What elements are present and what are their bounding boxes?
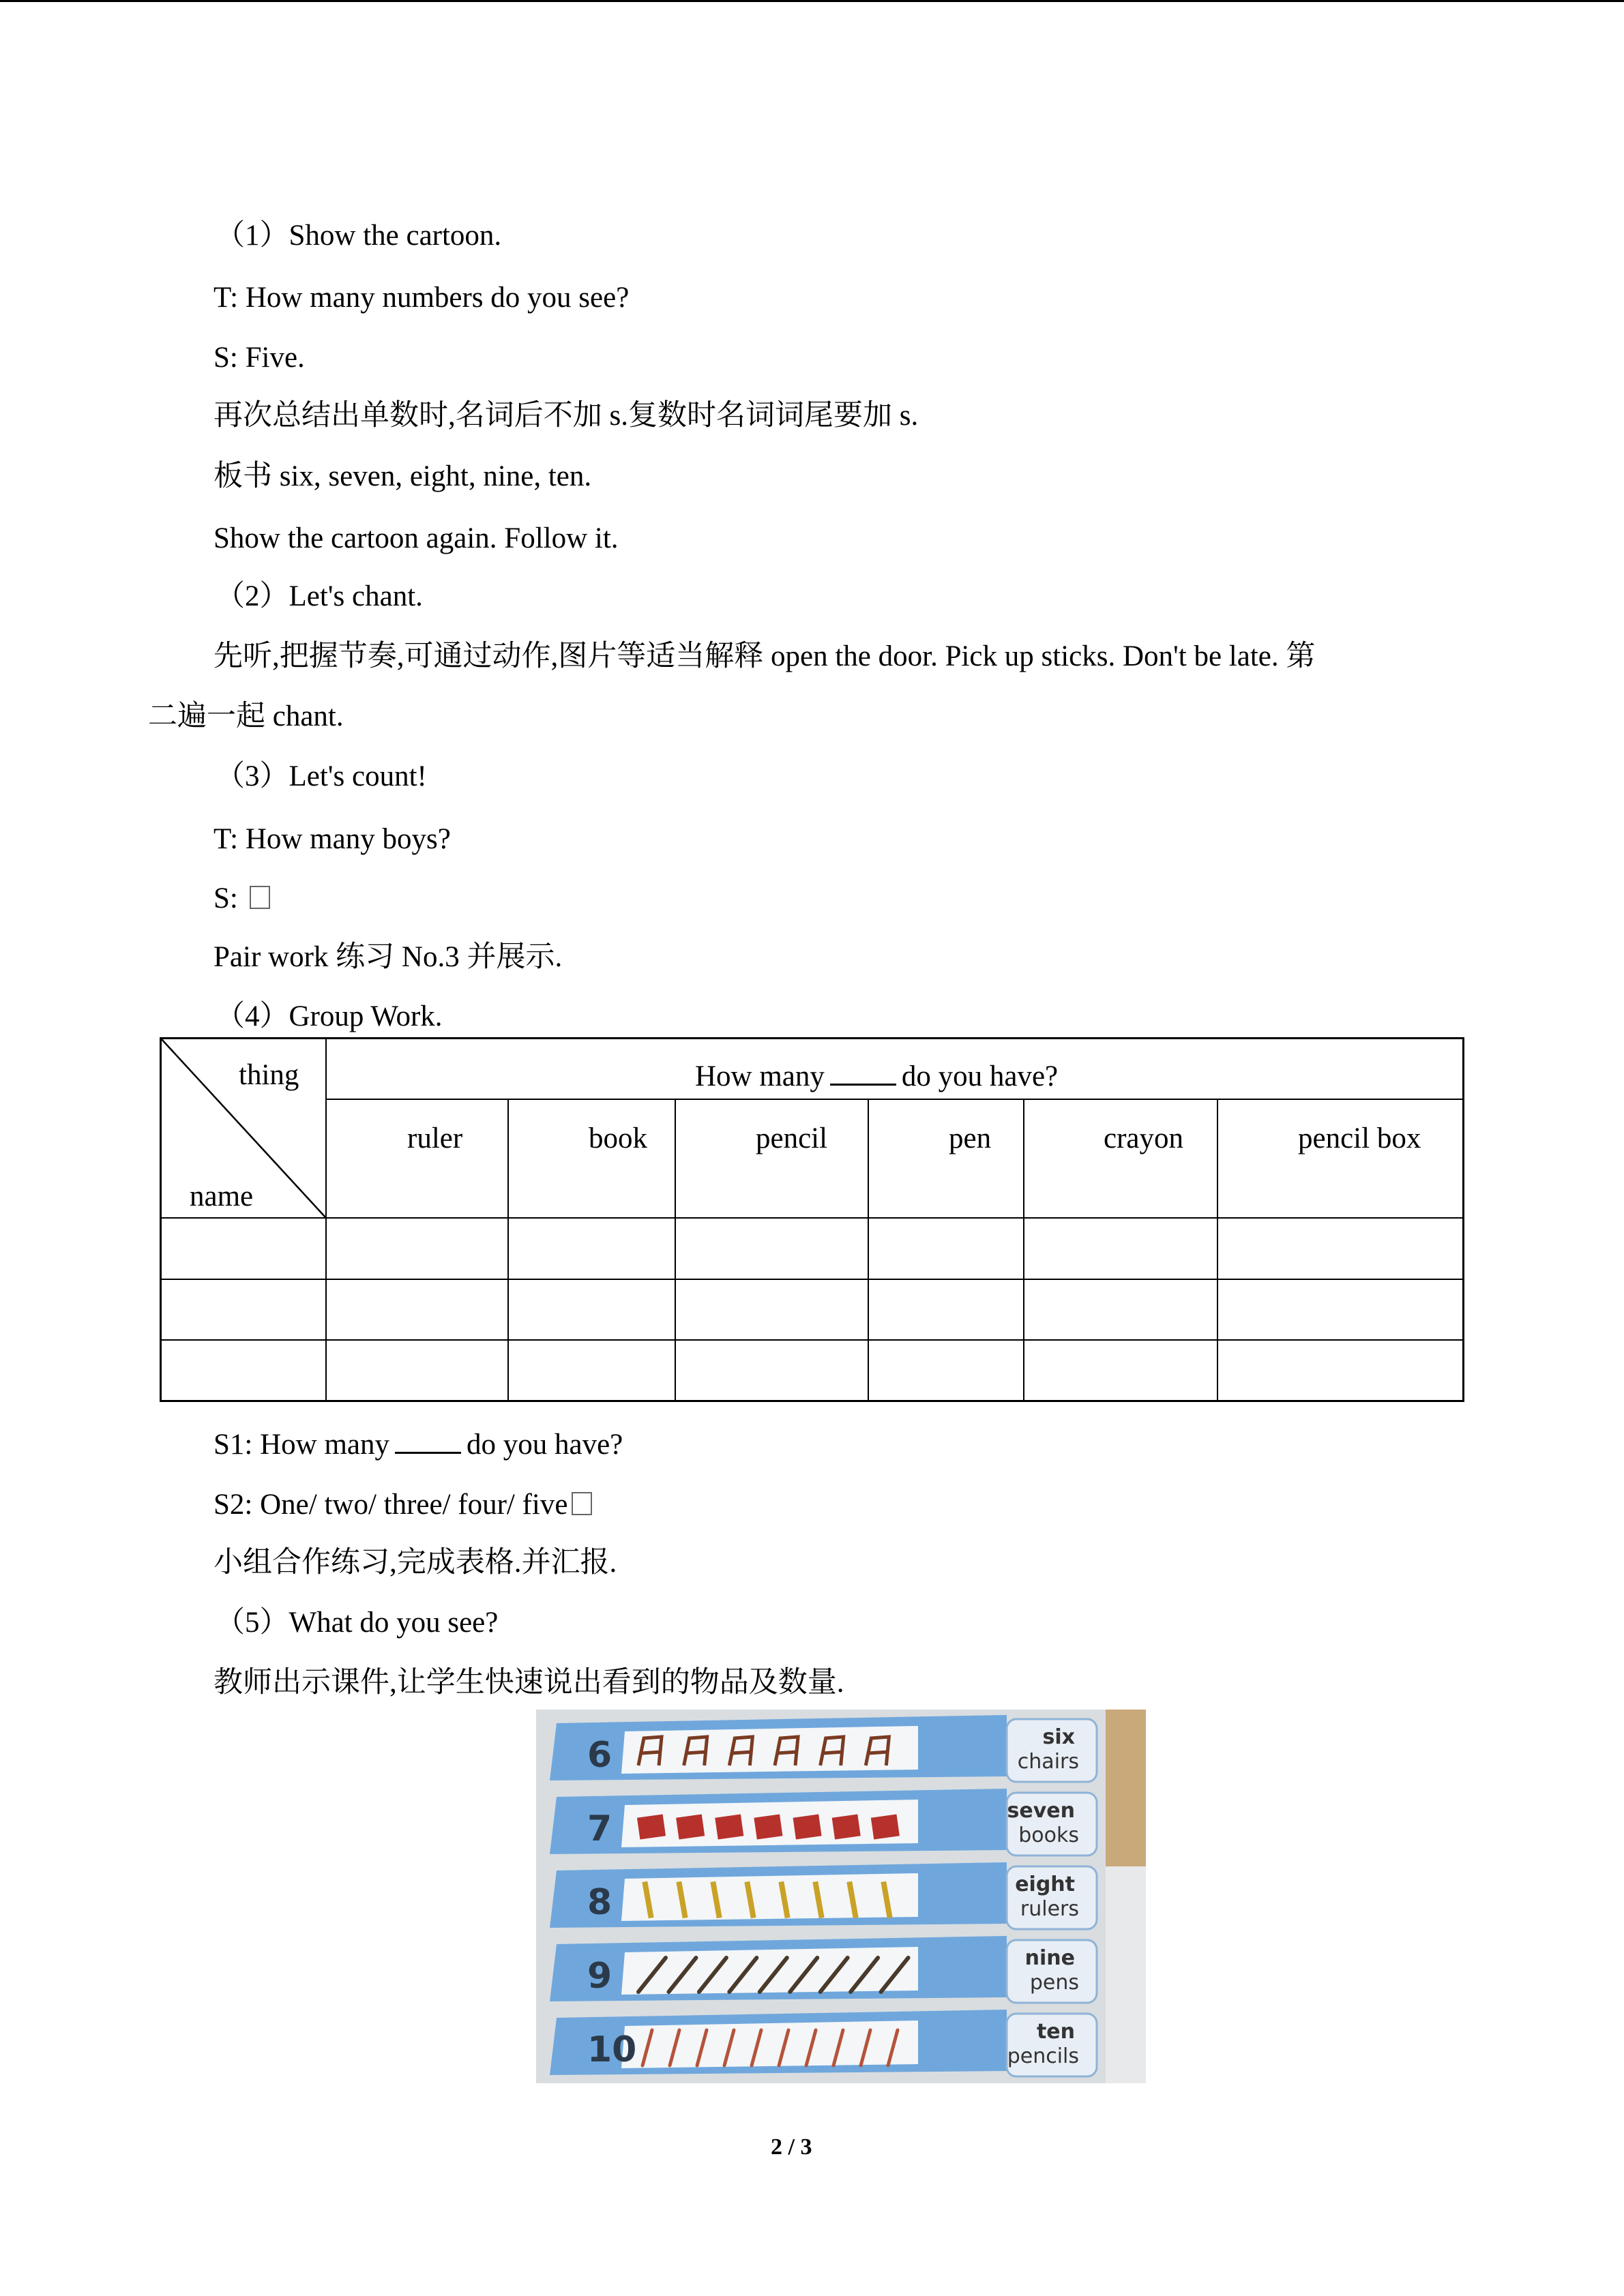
pair-work-note: Pair work 练习 No.3 并展示.	[213, 941, 563, 973]
row-number: 10	[587, 2029, 637, 2070]
teacher-question-2: T: How many boys?	[213, 823, 451, 855]
row-number: 9	[587, 1956, 612, 1997]
show-cartoon-again: Show the cartoon again. Follow it.	[213, 522, 619, 554]
label-number-word: eight	[1015, 1873, 1075, 1896]
textbook-counting-photo	[536, 1710, 1146, 2083]
row-number: 7	[587, 1808, 612, 1849]
top-border	[0, 0, 1624, 2]
book-icon	[832, 1815, 861, 1840]
missing-glyph-box	[572, 1492, 592, 1515]
chant-instruction-line1: 先听,把握节奏,可通过动作,图片等适当解释 open the door. Pick up sticks. Don't be late. 第	[213, 640, 1316, 672]
label-noun: pencils	[1007, 2044, 1079, 2068]
book-icon	[793, 1815, 822, 1840]
group-work-table	[160, 1037, 1464, 1402]
step-3-heading: （3）Let's count!	[216, 760, 427, 792]
label-number-word: seven	[1007, 1799, 1075, 1823]
step-4-heading: （4）Group Work.	[216, 1000, 443, 1032]
column-pen: pen	[949, 1122, 992, 1154]
blank-line	[395, 1427, 461, 1454]
book-icon	[754, 1815, 782, 1840]
column-ruler: ruler	[407, 1122, 463, 1154]
book-icon	[715, 1815, 743, 1840]
table-question: How many do you have?	[695, 1060, 1059, 1092]
count-row-books	[550, 1789, 1097, 1855]
page-number: 2 / 3	[771, 2134, 812, 2160]
column-pencil-box: pencil box	[1298, 1122, 1421, 1154]
missing-glyph-box	[250, 886, 270, 909]
chant-instruction-line2: 二遍一起 chant.	[148, 700, 344, 732]
label-noun: rulers	[1020, 1897, 1079, 1921]
book-icon	[676, 1815, 705, 1840]
blackboard-note: 板书 six, seven, eight, nine, ten.	[213, 460, 592, 492]
column-pencil: pencil	[756, 1122, 828, 1154]
book-icon	[637, 1815, 666, 1840]
count-row-chairs	[550, 1715, 1097, 1782]
blank-line	[830, 1059, 896, 1086]
dialogue-s1: S1: How many do you have?	[213, 1429, 623, 1461]
teacher-shows-courseware: 教师出示课件,让学生快速说出看到的物品及数量.	[213, 1667, 844, 1699]
corner-label-thing: thing	[239, 1059, 299, 1091]
student-answer-1: S: Five.	[213, 342, 305, 374]
column-crayon: crayon	[1104, 1122, 1183, 1154]
row-number: 8	[587, 1882, 612, 1923]
label-number-word: nine	[1024, 1946, 1075, 1970]
step-2-heading: （2）Let's chant.	[216, 580, 423, 612]
label-number-word: ten	[1036, 2020, 1075, 2044]
label-number-word: six	[1042, 1725, 1075, 1749]
corner-label-name: name	[190, 1180, 254, 1212]
label-noun: books	[1018, 1823, 1079, 1847]
student-answer-2: S:	[213, 881, 270, 916]
teacher-question-1: T: How many numbers do you see?	[213, 282, 630, 314]
label-noun: pens	[1029, 1971, 1079, 1995]
book-icon	[871, 1815, 900, 1840]
count-row-pencils	[550, 2010, 1097, 2076]
dialogue-s2: S2: One/ two/ three/ four/ five	[213, 1487, 592, 1523]
count-row-rulers	[550, 1862, 1097, 1929]
counting-illustration	[536, 1710, 1146, 2083]
label-noun: chairs	[1017, 1750, 1079, 1774]
step-1-heading: （1）Show the cartoon.	[216, 220, 502, 252]
group-practice-note: 小组合作练习,完成表格.并汇报.	[213, 1547, 617, 1579]
row-number: 6	[587, 1735, 612, 1776]
note-singular-plural: 再次总结出单数时,名词后不加 s.复数时名词词尾要加 s.	[213, 400, 919, 432]
step-5-heading: （5）What do you see?	[216, 1607, 499, 1639]
column-book: book	[589, 1122, 647, 1154]
count-row-pens	[550, 1936, 1097, 2003]
